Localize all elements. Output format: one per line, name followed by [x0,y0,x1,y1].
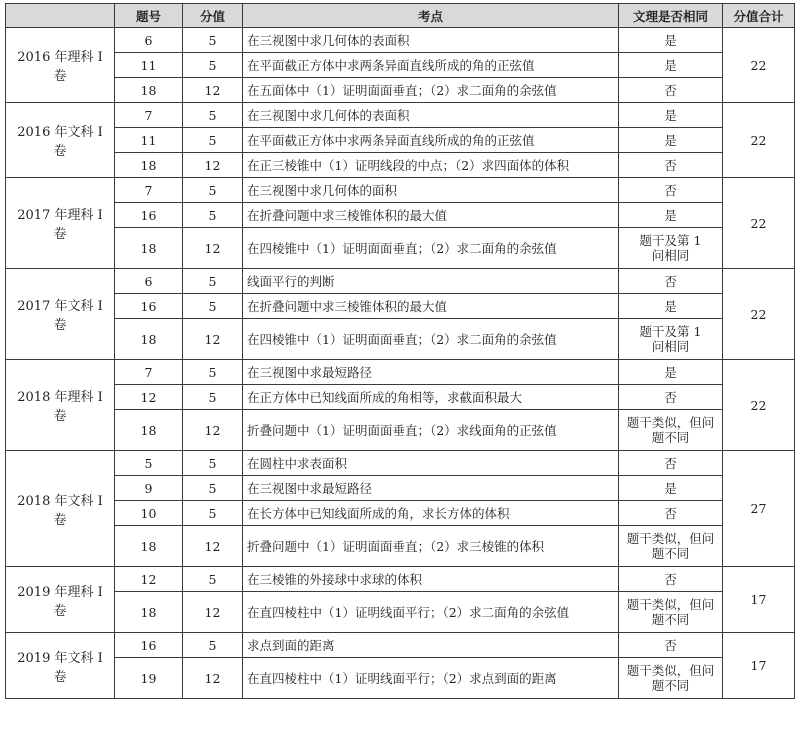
topic-cell: 折叠问题中（1）证明面面垂直；（2）求三棱锥的体积 [243,526,619,567]
score-cell: 5 [183,203,243,228]
exam-name-cell: 2017 年文科 Ⅰ 卷 [6,269,115,360]
same-cell: 否 [619,501,723,526]
topic-cell: 在正三棱锥中（1）证明线段的中点；（2）求四面体的体积 [243,153,619,178]
question-no-cell: 18 [115,592,183,633]
table-row [6,385,795,410]
header-question-no: 题号 [115,4,183,28]
table-row [6,658,795,699]
table-row [6,360,795,385]
score-cell: 12 [183,526,243,567]
total-score-cell: 17 [723,567,795,633]
same-cell: 题干类似，但问 题不同 [619,592,723,633]
total-score-cell: 22 [723,269,795,360]
total-score-cell: 27 [723,451,795,567]
topic-cell: 在平面截正方体中求两条异面直线所成的角的正弦值 [243,53,619,78]
total-score-cell: 22 [723,360,795,451]
topic-cell: 线面平行的判断 [243,269,619,294]
exam-name-cell: 2019 年文科 Ⅰ 卷 [6,633,115,699]
topic-cell: 在直四棱柱中（1）证明线面平行；（2）求点到面的距离 [243,658,619,699]
question-no-cell: 7 [115,103,183,128]
table-row [6,567,795,592]
topic-cell: 在四棱锥中（1）证明面面垂直；（2）求二面角的余弦值 [243,228,619,269]
table-row [6,410,795,451]
same-cell: 否 [619,153,723,178]
same-cell: 题干类似，但问 题不同 [619,410,723,451]
table-row [6,78,795,103]
topic-cell: 在平面截正方体中求两条异面直线所成的角的正弦值 [243,128,619,153]
question-no-cell: 6 [115,269,183,294]
question-no-cell: 10 [115,501,183,526]
question-no-cell: 16 [115,203,183,228]
same-cell: 否 [619,78,723,103]
question-no-cell: 11 [115,53,183,78]
score-cell: 5 [183,360,243,385]
question-no-cell: 7 [115,360,183,385]
same-cell: 否 [619,633,723,658]
table-row [6,451,795,476]
score-cell: 5 [183,103,243,128]
total-score-cell: 22 [723,103,795,178]
topic-cell: 在三视图中求最短路径 [243,476,619,501]
score-cell: 12 [183,78,243,103]
score-cell: 5 [183,294,243,319]
topic-cell: 在正方体中已知线面所成的角相等，求截面积最大 [243,385,619,410]
score-cell: 5 [183,128,243,153]
topic-cell: 在折叠问题中求三棱锥体积的最大值 [243,203,619,228]
question-no-cell: 18 [115,228,183,269]
topic-cell: 求点到面的距离 [243,633,619,658]
topic-cell: 在三视图中求几何体的表面积 [243,28,619,53]
question-no-cell: 18 [115,526,183,567]
score-cell: 5 [183,28,243,53]
topic-cell: 在四棱锥中（1）证明面面垂直；（2）求二面角的余弦值 [243,319,619,360]
exam-name-cell: 2017 年理科 Ⅰ 卷 [6,178,115,269]
topic-cell: 在长方体中已知线面所成的角，求长方体的体积 [243,501,619,526]
score-cell: 5 [183,501,243,526]
table-row [6,269,795,294]
same-cell: 是 [619,360,723,385]
exam-name-cell: 2016 年文科 Ⅰ 卷 [6,103,115,178]
topic-cell: 在三棱锥的外接球中求球的体积 [243,567,619,592]
table-row [6,526,795,567]
header-score: 分值 [183,4,243,28]
question-no-cell: 9 [115,476,183,501]
question-no-cell: 12 [115,567,183,592]
same-cell: 否 [619,269,723,294]
same-cell: 是 [619,103,723,128]
score-cell: 5 [183,178,243,203]
table-row [6,633,795,658]
same-cell: 题干类似，但问 题不同 [619,526,723,567]
header-topic: 考点 [243,4,619,28]
same-cell: 是 [619,476,723,501]
exam-name-cell: 2018 年文科 Ⅰ 卷 [6,451,115,567]
score-cell: 5 [183,633,243,658]
same-cell: 题干类似，但问 题不同 [619,658,723,699]
question-no-cell: 12 [115,385,183,410]
exam-name-cell: 2018 年理科 Ⅰ 卷 [6,360,115,451]
question-no-cell: 16 [115,633,183,658]
table-body [6,28,795,699]
score-cell: 5 [183,53,243,78]
table-row [6,53,795,78]
same-cell: 是 [619,128,723,153]
score-cell: 12 [183,410,243,451]
score-cell: 12 [183,153,243,178]
score-cell: 12 [183,658,243,699]
same-cell: 是 [619,203,723,228]
question-no-cell: 7 [115,178,183,203]
exam-analysis-table [5,3,795,699]
header-same: 文理是否相同 [619,4,723,28]
header-total: 分值合计 [723,4,795,28]
exam-name-cell: 2019 年理科 Ⅰ 卷 [6,567,115,633]
same-cell: 是 [619,28,723,53]
table-row [6,294,795,319]
score-cell: 5 [183,451,243,476]
table-row [6,178,795,203]
table-row [6,592,795,633]
same-cell: 是 [619,53,723,78]
score-cell: 12 [183,319,243,360]
question-no-cell: 19 [115,658,183,699]
topic-cell: 在圆柱中求表面积 [243,451,619,476]
question-no-cell: 6 [115,28,183,53]
same-cell: 否 [619,178,723,203]
total-score-cell: 17 [723,633,795,699]
same-cell: 否 [619,451,723,476]
score-cell: 5 [183,385,243,410]
question-no-cell: 16 [115,294,183,319]
exam-name-cell: 2016 年理科 Ⅰ 卷 [6,28,115,103]
question-no-cell: 18 [115,410,183,451]
topic-cell: 在直四棱柱中（1）证明线面平行；（2）求二面角的余弦值 [243,592,619,633]
score-cell: 5 [183,269,243,294]
topic-cell: 在三视图中求几何体的表面积 [243,103,619,128]
table-row [6,228,795,269]
total-score-cell: 22 [723,28,795,103]
question-no-cell: 5 [115,451,183,476]
score-cell: 12 [183,592,243,633]
question-no-cell: 18 [115,78,183,103]
topic-cell: 在折叠问题中求三棱锥体积的最大值 [243,294,619,319]
table-row [6,501,795,526]
table-row [6,128,795,153]
same-cell: 是 [619,294,723,319]
topic-cell: 在三视图中求最短路径 [243,360,619,385]
total-score-cell: 22 [723,178,795,269]
same-cell: 否 [619,385,723,410]
question-no-cell: 18 [115,319,183,360]
header-row [6,4,795,28]
topic-cell: 在五面体中（1）证明面面垂直；（2）求二面角的余弦值 [243,78,619,103]
question-no-cell: 11 [115,128,183,153]
table-row [6,319,795,360]
score-cell: 5 [183,567,243,592]
header-exam-blank [6,4,115,28]
score-cell: 12 [183,228,243,269]
topic-cell: 折叠问题中（1）证明面面垂直；（2）求线面角的正弦值 [243,410,619,451]
same-cell: 题干及第 1 问相同 [619,319,723,360]
same-cell: 题干及第 1 问相同 [619,228,723,269]
score-cell: 5 [183,476,243,501]
table-row [6,203,795,228]
topic-cell: 在三视图中求几何体的面积 [243,178,619,203]
table-row [6,103,795,128]
table-row [6,153,795,178]
same-cell: 否 [619,567,723,592]
table-row [6,476,795,501]
question-no-cell: 18 [115,153,183,178]
table-row [6,28,795,53]
